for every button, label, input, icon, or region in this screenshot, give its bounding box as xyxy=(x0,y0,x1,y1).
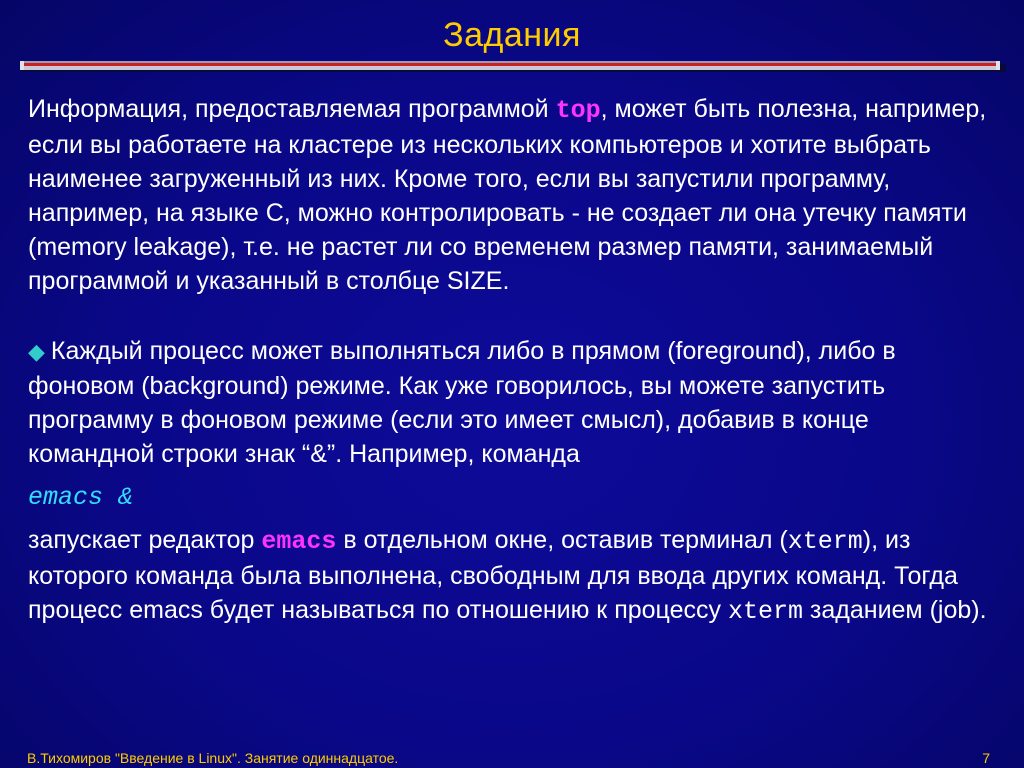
slide-title: Задания xyxy=(443,16,581,54)
diamond-bullet-icon: ◆ xyxy=(28,339,45,364)
paragraph-text: заданием (job). xyxy=(802,596,987,624)
command-xterm: xterm xyxy=(787,527,863,556)
paragraph-text: в отдельном окне, оставив терминал ( xyxy=(336,526,788,554)
command-xterm: xterm xyxy=(727,597,803,626)
command-top: top xyxy=(555,96,601,125)
paragraph-text: запускает редактор xyxy=(28,526,262,554)
paragraph-foreground-background xyxy=(28,334,998,471)
paragraph-top-usage xyxy=(28,92,998,298)
footer-course-info: В.Тихомиров "Введение в Linux". Занятие одиннадцатое. xyxy=(27,750,399,766)
command-example xyxy=(28,479,998,515)
paragraph-text: , может быть полезна, например, если вы работаете на кластере из нескольких компьютеров и хотите выбрать наименее загруженный из них. Кроме того, если вы запустили программу, например, на языке С, можно контролировать - не создает ли она утечку памяти (memory leakage), т.е. не растет ли со временем размер памяти, занимаемый программой и указанный в столбце SIZE. xyxy=(28,95,987,295)
paragraph-text: Информация, предоставляемая программой xyxy=(28,95,556,123)
title-divider xyxy=(20,61,1006,75)
command-emacs-background: emacs & xyxy=(28,483,134,512)
slide-body xyxy=(28,92,998,629)
paragraph-emacs-job xyxy=(28,523,998,629)
paragraph-text: ), из которого команда была выполнена, свободным для ввода других команд. Тогда процесс emacs будет называться по отношению к процессу xyxy=(28,526,958,624)
page-number: 7 xyxy=(982,750,990,766)
paragraph-text: Каждый процесс может выполняться либо в прямом (foreground), либо в фоновом (background) режиме. Как уже говорилось, вы можете запустить программу в фоновом режиме (если это имеет смысл), добавив в конце командной строки знак “&”. Например, команда xyxy=(28,337,896,468)
command-emacs: emacs xyxy=(261,527,337,556)
